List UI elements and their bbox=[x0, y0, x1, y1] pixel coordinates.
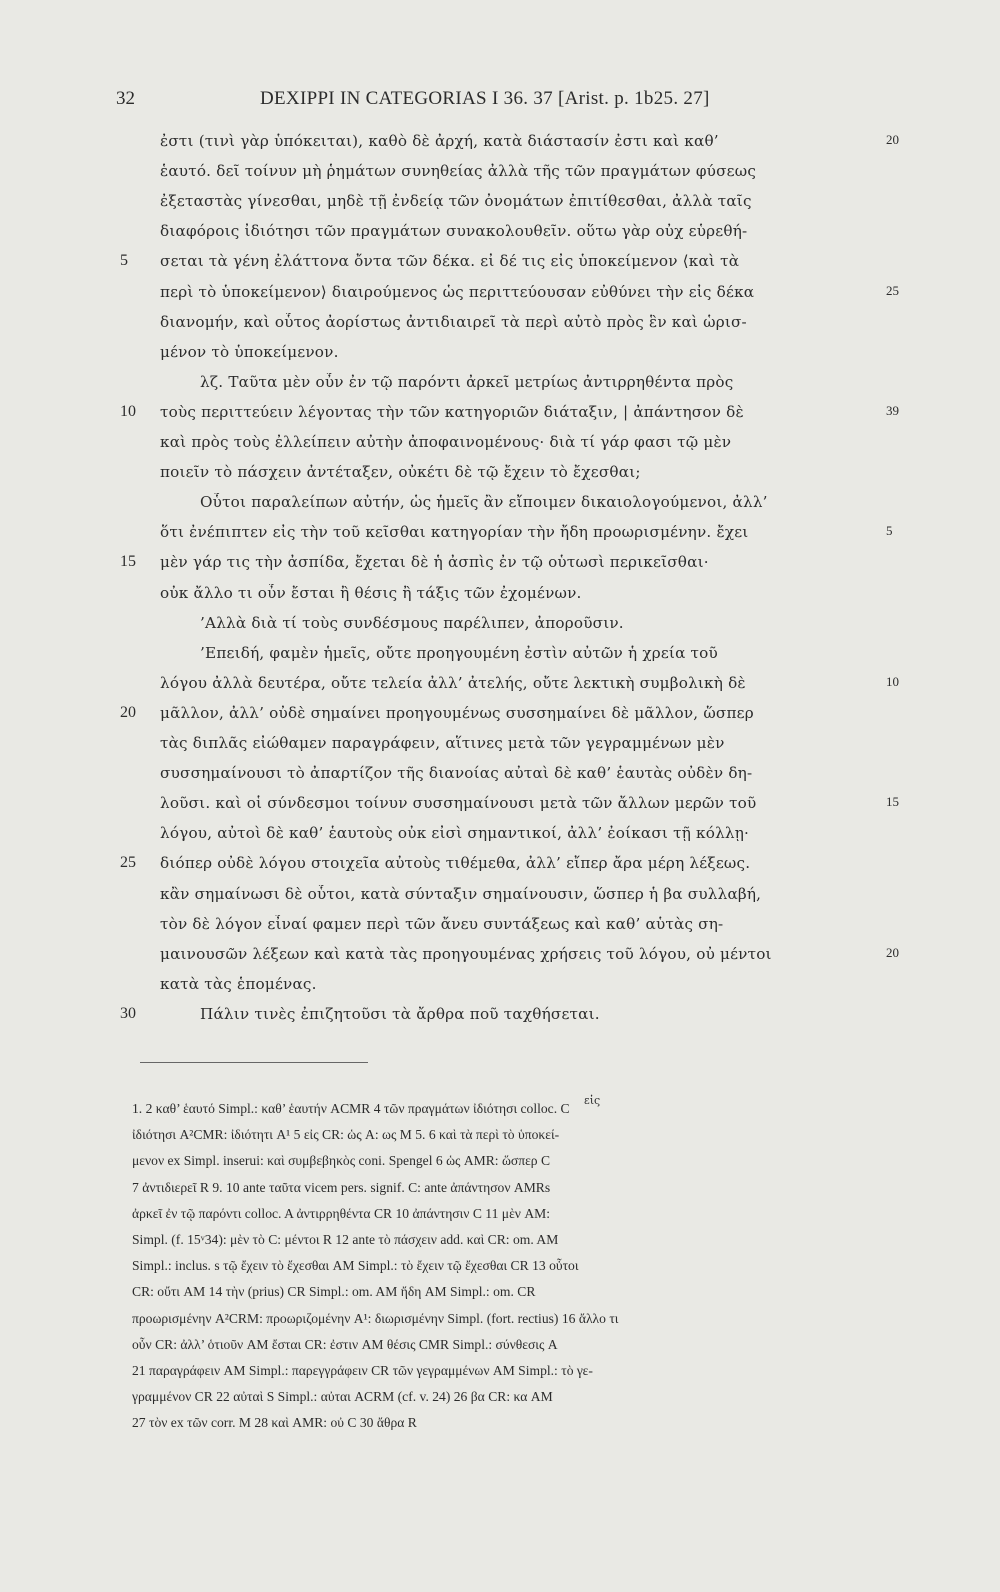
text-line bbox=[0, 911, 1000, 941]
apparatus-line bbox=[0, 1203, 1000, 1229]
line-text: διόπερ οὐδὲ λόγου στοιχεῖα αὐτοὺς τιθέμεθα, ἀλλ’ εἴπερ ἄρα μέρη λέξεως. bbox=[160, 854, 751, 873]
line-text: λόγου, αὐτοὶ δὲ καθ’ ἑαυτοὺς οὐκ εἰσὶ σημαντικοί, ἀλλ’ ἐοίκασι τῇ κόλλῃ· bbox=[160, 824, 750, 843]
apparatus-text: 7 ἀντιδιερεῖ R 9. 10 ante ταῦτα vicem pers. signif. C: ante ἀπάντησον AMRs bbox=[132, 1179, 551, 1195]
line-text: ὅτι ἐνέπιπτεν εἰς τὴν τοῦ κεῖσθαι κατηγορίαν τὴν ἤδη προωρισμένην. ἔχει bbox=[160, 523, 749, 542]
apparatus-text: οὖν CR: ἀλλ’ ὁτιοῦν AM ἔσται CR: ἐστιν AM θέσις CMR Simpl.: σύνθεσις A bbox=[132, 1336, 558, 1352]
apparatus-line bbox=[0, 1255, 1000, 1281]
page-header bbox=[110, 88, 890, 112]
apparatus-text: CR: οὔτι AM 14 τὴν (prius) CR Simpl.: om. AM ἤδη AM Simpl.: om. CR bbox=[132, 1284, 536, 1300]
apparatus-text: 1. 2 καθ’ ἑαυτό Simpl.: καθ’ ἑαυτήν ACMR 4 τῶν πραγμάτων ἰδιότησι colloc. C bbox=[132, 1101, 570, 1116]
text-line bbox=[0, 1001, 1000, 1031]
text-line bbox=[0, 279, 1000, 309]
text-line bbox=[0, 670, 1000, 700]
apparatus-line bbox=[0, 1150, 1000, 1176]
line-text: Πάλιν τινὲς ἐπιζητοῦσι τὰ ἄρθρα ποῦ ταχθήσεται. bbox=[200, 1004, 600, 1023]
text-line bbox=[0, 549, 1000, 579]
line-text: οὐκ ἄλλο τι οὖν ἔσται ἢ θέσις ἢ τάξις τῶν ἐχομένων. bbox=[160, 583, 582, 602]
text-line bbox=[0, 580, 1000, 610]
line-text: συσσημαίνουσι τὸ ἀπαρτίζον τῆς διανοίας αὐταὶ δὲ καθ’ ἑαυτὰς οὐδὲν δη- bbox=[160, 764, 753, 783]
margin-reference-number: 20 bbox=[886, 132, 899, 147]
text-line bbox=[0, 399, 1000, 429]
line-number: 10 bbox=[120, 402, 136, 420]
margin-reference-number: 5 bbox=[886, 523, 893, 539]
line-text: σεται τὰ γένη ἐλάττονα ὄντα τῶν δέκα. εἰ δέ τις εἰς ὑποκείμενον ⟨καὶ τὰ bbox=[160, 252, 740, 271]
line-number: 15 bbox=[120, 553, 136, 571]
text-line bbox=[0, 309, 1000, 339]
line-text: λόγου ἀλλὰ δευτέρα, οὔτε τελεία ἀλλ’ ἀτελής, οὔτε λεκτικὴ συμβολικὴ δὲ bbox=[160, 673, 746, 692]
apparatus-text: γραμμένον CR 22 αὐταὶ S Simpl.: αὐται ACRM (cf. v. 24) 26 βα CR: κα AM bbox=[132, 1389, 553, 1405]
margin-reference-number: 15 bbox=[886, 794, 899, 810]
line-text: ποιεῖν τὸ πάσχειν ἀντέταξεν, οὐκέτι δὲ τῷ ἔχειν τὸ ἔχεσθαι; bbox=[160, 463, 641, 482]
text-line bbox=[0, 610, 1000, 640]
line-text: λζ. Ταῦτα μὲν οὖν ἐν τῷ παρόντι ἀρκεῖ μετρίως ἀντιρρηθέντα πρὸς bbox=[200, 372, 734, 391]
apparatus-text: προωρισμένην A²CRM: προωριζομένην A¹: διωρισμένην Simpl. (fort. rectius) 16 ἄλλο τι bbox=[132, 1310, 619, 1326]
margin-reference-number: 25 bbox=[886, 282, 899, 298]
line-text: ἐστι (τινὶ γὰρ ὑπόκειται), καθὸ δὲ ἀρχή, κατὰ διάστασίν ἐστι καὶ καθ’ bbox=[160, 132, 719, 150]
line-text: μένον τὸ ὑποκείμενον. bbox=[160, 342, 339, 361]
text-line bbox=[0, 700, 1000, 730]
apparatus-line bbox=[0, 1360, 1000, 1386]
line-text: Οὗτοι παραλείπων αὐτήν, ὡς ἡμεῖς ἂν εἴποιμεν δικαιολογούμενοι, ἀλλ’ bbox=[200, 493, 768, 512]
apparatus-text: ἰδιότησι A²CMR: ἰδιότητι A¹ 5 εἰς CR: ὡς A: ως M 5. 6 καὶ τὰ περὶ τὸ ὑποκεί- bbox=[132, 1127, 560, 1143]
text-line bbox=[0, 128, 1000, 158]
line-text: τὸν δὲ λόγον εἶναί φαμεν περὶ τῶν ἄνευ συντάξεως καὶ καθ’ αὑτὰς ση- bbox=[160, 914, 724, 933]
margin-reference-number: 10 bbox=[886, 673, 899, 689]
line-text: διανομήν, καὶ οὗτος ἀορίστως ἀντιδιαιρεῖ τὰ περὶ αὐτὸ πρὸς ἓν καὶ ὡρισ- bbox=[160, 312, 747, 331]
text-line bbox=[0, 339, 1000, 369]
text-line bbox=[0, 218, 1000, 248]
apparatus-text: μενον ex Simpl. inserui: καὶ συμβεβηκὸς coni. Spengel 6 ὡς AMR: ὥσπερ C bbox=[132, 1153, 551, 1169]
apparatus-line bbox=[0, 1124, 1000, 1150]
text-line bbox=[0, 881, 1000, 911]
text-line bbox=[0, 459, 1000, 489]
margin-reference-number: 39 bbox=[886, 402, 899, 418]
text-line bbox=[0, 369, 1000, 399]
text-line bbox=[0, 519, 1000, 549]
apparatus-line bbox=[0, 1308, 1000, 1334]
text-line bbox=[0, 158, 1000, 188]
line-text: μαινουσῶν λέξεων καὶ κατὰ τὰς προηγουμένας χρήσεις τοῦ λόγου, οὐ μέντοι bbox=[160, 944, 772, 963]
line-number: 25 bbox=[120, 854, 136, 872]
line-text: διαφόροις ἰδιότησι τῶν πραγμάτων συνακολουθεῖν. οὕτω γὰρ οὐχ εὑρεθή- bbox=[160, 222, 748, 241]
page-number: 32 bbox=[116, 88, 135, 109]
apparatus-line bbox=[0, 1177, 1000, 1203]
line-text: καὶ πρὸς τοὺς ἐλλείπειν αὐτὴν ἀποφαινομένους· διὰ τί γάρ φασι τῷ μὲν bbox=[160, 433, 732, 451]
text-line bbox=[0, 248, 1000, 278]
text-line bbox=[0, 760, 1000, 790]
text-line bbox=[0, 640, 1000, 670]
apparatus-superscript: εἰς bbox=[584, 1094, 601, 1107]
line-number: 5 bbox=[120, 252, 128, 270]
text-line bbox=[0, 489, 1000, 519]
line-text: κἂν σημαίνωσι δὲ οὗτοι, κατὰ σύνταξιν σημαίνουσιν, ὥσπερ ἡ βα συλλαβή, bbox=[160, 884, 762, 903]
line-text: τὰς διπλᾶς εἰώθαμεν παραγράφειν, αἵτινες μετὰ τῶν γεγραμμένων μὲν bbox=[160, 734, 725, 752]
line-text: κατὰ τὰς ἑπομένας. bbox=[160, 974, 317, 993]
text-line bbox=[0, 429, 1000, 459]
apparatus-line bbox=[0, 1412, 1000, 1438]
apparatus-text: 27 τὸν ex τῶν corr. M 28 καὶ AMR: οὐ C 30 ἄθρα R bbox=[132, 1415, 417, 1431]
apparatus-line bbox=[0, 1334, 1000, 1360]
footnote-divider bbox=[140, 1062, 368, 1063]
apparatus-text: Simpl. (f. 15ᵛ34): μὲν τὸ C: μέντοι R 12 ante τὸ πάσχειν add. καὶ CR: om. AM bbox=[132, 1232, 559, 1247]
apparatus-line bbox=[0, 1229, 1000, 1255]
apparatus-line bbox=[0, 1281, 1000, 1307]
line-text: περὶ τὸ ὑποκείμενον⟩ διαιρούμενος ὡς περιττεύουσαν εὐθύνει τὴν εἰς δέκα bbox=[160, 282, 755, 301]
text-line bbox=[0, 790, 1000, 820]
running-title: DEXIPPI IN CATEGORIAS I 36. 37 [Arist. p. 1b25. 27] bbox=[260, 88, 710, 109]
apparatus-text: 21 παραγράφειν AM Simpl.: παρεγγράφειν CR τῶν γεγραμμένων AM Simpl.: τὸ γε- bbox=[132, 1363, 593, 1378]
line-text: ’Αλλὰ διὰ τί τοὺς συνδέσμους παρέλιπεν, ἀποροῦσιν. bbox=[200, 613, 624, 632]
apparatus-text: ἀρκεῖ ἐν τῷ παρόντι colloc. A ἀντιρρηθέντα CR 10 ἀπάντησιν C 11 μὲν AM: bbox=[132, 1205, 551, 1221]
line-number: 20 bbox=[120, 703, 136, 721]
line-text: ἐξεταστὰς γίνεσθαι, μηδὲ τῇ ἐνδείᾳ τῶν ὀνομάτων ἐπιτίθεσθαι, ἀλλὰ ταῖς bbox=[160, 192, 752, 211]
text-line bbox=[0, 971, 1000, 1001]
apparatus-line bbox=[0, 1098, 1000, 1124]
line-text: λοῦσι. καὶ οἱ σύνδεσμοι τοίνυν συσσημαίνουσι μετὰ τῶν ἄλλων μερῶν τοῦ bbox=[160, 794, 757, 813]
apparatus-text: Simpl.: inclus. s τῷ ἔχειν τὸ ἔχεσθαι AM Simpl.: τὸ ἔχειν τῷ ἔχεσθαι CR 13 οὗτοι bbox=[132, 1258, 579, 1274]
text-line bbox=[0, 820, 1000, 850]
text-line bbox=[0, 730, 1000, 760]
text-line bbox=[0, 850, 1000, 880]
line-text: μὲν γάρ τις τὴν ἀσπίδα, ἔχεται δὲ ἡ ἀσπὶς ἐν τῷ οὑτωσὶ περικεῖσθαι· bbox=[160, 553, 709, 572]
text-line bbox=[0, 188, 1000, 218]
line-text: ἑαυτό. δεῖ τοίνυν μὴ ῥημάτων συνηθείας ἀλλὰ τῆς τῶν πραγμάτων φύσεως bbox=[160, 162, 757, 181]
line-number: 30 bbox=[120, 1004, 136, 1022]
line-text: ’Επειδή, φαμὲν ἡμεῖς, οὔτε προηγουμένη ἐστὶν αὐτῶν ἡ χρεία τοῦ bbox=[200, 643, 718, 662]
apparatus-line bbox=[0, 1386, 1000, 1412]
line-text: μᾶλλον, ἀλλ’ οὐδὲ σημαίνει προηγουμένως συσσημαίνει δὲ μᾶλλον, ὥσπερ bbox=[160, 703, 754, 722]
line-text: τοὺς περιττεύειν λέγοντας τὴν τῶν κατηγοριῶν διάταξιν, | ἀπάντησον δὲ bbox=[160, 402, 744, 421]
text-line bbox=[0, 941, 1000, 971]
margin-reference-number: 20 bbox=[886, 944, 899, 960]
